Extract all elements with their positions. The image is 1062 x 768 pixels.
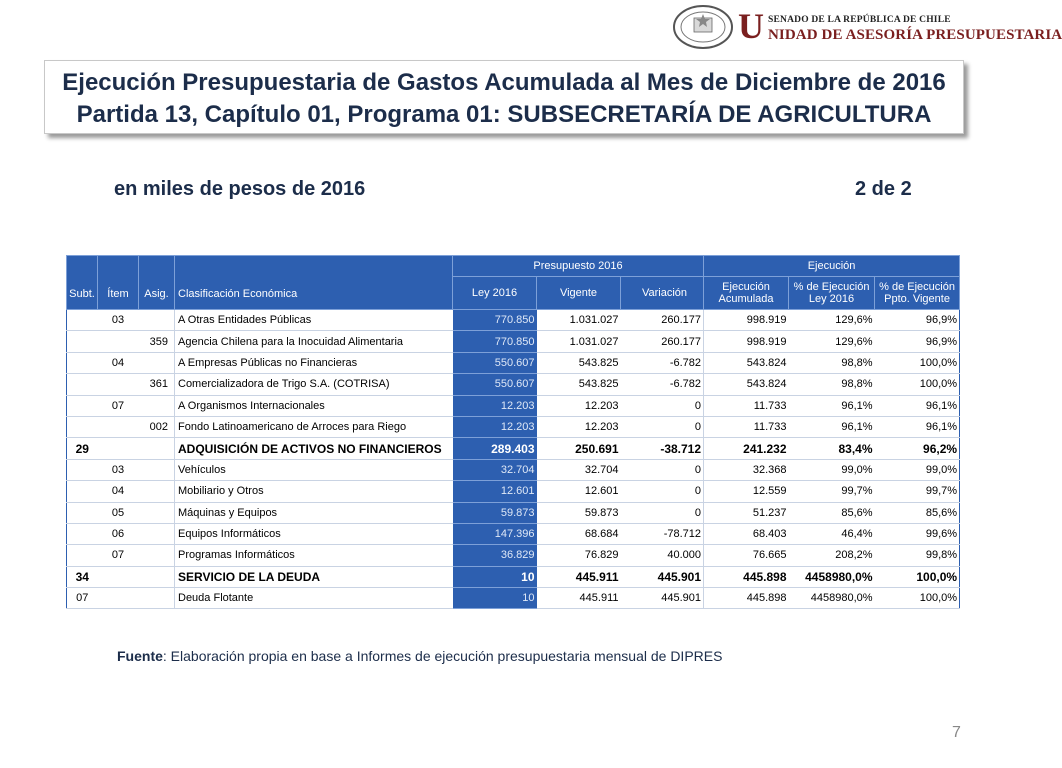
page-of-indicator: 2 de 2 [855, 178, 912, 200]
header-pct-ley [789, 277, 875, 310]
cell-pct-vig: 96,1% [875, 416, 960, 437]
table-row [67, 310, 960, 331]
table-row [67, 374, 960, 395]
logo-line-2: NIDAD DE ASESORÍA PRESUPUESTARIA [768, 27, 1062, 43]
cell-cls: A Organismos Internacionales [175, 395, 453, 416]
cell-ley: 32.704 [453, 459, 537, 480]
cell-asig [139, 502, 175, 523]
cell-vigente: 32.704 [537, 459, 621, 480]
cell-variacion: -38.712 [621, 438, 704, 459]
cell-cls: Vehículos [175, 459, 453, 480]
cell-vigente: 12.601 [537, 481, 621, 502]
cell-pct-vig: 100,0% [875, 588, 960, 609]
cell-cls: Programas Informáticos [175, 545, 453, 566]
cell-asig [139, 545, 175, 566]
table-row [67, 588, 960, 609]
cell-variacion: 260.177 [621, 331, 704, 352]
header-pct-vigente-l1: % de Ejecución [879, 281, 955, 293]
cell-variacion: 445.901 [621, 566, 704, 587]
header-ley: Ley 2016 [453, 277, 537, 310]
cell-subt [67, 545, 98, 566]
page-number: 7 [952, 724, 961, 741]
cell-pct-ley: 96,1% [789, 416, 875, 437]
cell-pct-vig: 99,7% [875, 481, 960, 502]
header-vigente: Vigente [537, 277, 621, 310]
cell-pct-vig: 85,6% [875, 502, 960, 523]
cell-ley: 36.829 [453, 545, 537, 566]
cell-subt [67, 523, 98, 544]
table-row [67, 545, 960, 566]
cell-cls: Mobiliario y Otros [175, 481, 453, 502]
cell-subt [67, 310, 98, 331]
table-row [67, 331, 960, 352]
cell-ley: 770.850 [453, 331, 537, 352]
table-row [67, 438, 960, 459]
cell-subt: 29 [67, 438, 98, 459]
cell-ejec: 68.403 [704, 523, 789, 544]
header-group-presupuesto: Presupuesto 2016 [453, 256, 704, 277]
cell-pct-vig: 99,8% [875, 545, 960, 566]
cell-asig [139, 438, 175, 459]
cell-subt [67, 481, 98, 502]
header-ejecucion-acumulada-l1: Ejecución [722, 281, 770, 293]
header-item: Ítem [98, 256, 139, 310]
cell-subt [67, 352, 98, 373]
cell-item [98, 374, 139, 395]
cell-subt [67, 416, 98, 437]
header-subt: Subt. [67, 256, 98, 310]
cell-vigente: 445.911 [537, 588, 621, 609]
cell-cls: Equipos Informáticos [175, 523, 453, 544]
cell-vigente: 12.203 [537, 416, 621, 437]
cell-ley: 10 [453, 588, 537, 609]
cell-asig [139, 310, 175, 331]
table-row [67, 523, 960, 544]
cell-item [98, 588, 139, 609]
senate-seal-icon [672, 4, 734, 50]
cell-variacion: 260.177 [621, 310, 704, 331]
cell-pct-vig: 100,0% [875, 352, 960, 373]
cell-variacion: 0 [621, 459, 704, 480]
budget-table-body [67, 310, 960, 609]
cell-pct-ley: 85,6% [789, 502, 875, 523]
cell-vigente: 250.691 [537, 438, 621, 459]
cell-pct-vig: 99,6% [875, 523, 960, 544]
header-variacion: Variación [621, 277, 704, 310]
cell-pct-ley: 46,4% [789, 523, 875, 544]
cell-item: 03 [98, 459, 139, 480]
senate-logo [672, 4, 1062, 52]
cell-cls: A Otras Entidades Públicas [175, 310, 453, 331]
cell-variacion: 0 [621, 395, 704, 416]
cell-pct-ley: 99,0% [789, 459, 875, 480]
cell-vigente: 59.873 [537, 502, 621, 523]
cell-vigente: 543.825 [537, 352, 621, 373]
cell-pct-ley: 129,6% [789, 310, 875, 331]
cell-subt [67, 459, 98, 480]
cell-ley: 147.396 [453, 523, 537, 544]
cell-ejec: 241.232 [704, 438, 789, 459]
cell-pct-vig: 100,0% [875, 566, 960, 587]
cell-vigente: 445.911 [537, 566, 621, 587]
cell-cls: ADQUISICIÓN DE ACTIVOS NO FINANCIEROS [175, 438, 453, 459]
page-title-line-1: Ejecución Presupuestaria de Gastos Acumulada al Mes de Diciembre de 2016 [62, 69, 946, 96]
cell-ejec: 76.665 [704, 545, 789, 566]
units-subtitle: en miles de pesos de 2016 [114, 178, 366, 200]
title-box [44, 60, 964, 134]
cell-vigente: 543.825 [537, 374, 621, 395]
cell-variacion: 0 [621, 416, 704, 437]
cell-asig [139, 395, 175, 416]
cell-cls: Deuda Flotante [175, 588, 453, 609]
cell-variacion: 0 [621, 481, 704, 502]
cell-item: 04 [98, 481, 139, 502]
header-pct-ley-l2: Ley 2016 [808, 293, 855, 305]
budget-table [66, 255, 960, 609]
cell-asig [139, 588, 175, 609]
header-pct-vigente-l2: Ppto. Vigente [884, 293, 950, 305]
logo-line-1: SENADO DE LA REPÚBLICA DE CHILE [768, 15, 951, 25]
table-row [67, 481, 960, 502]
cell-subt: 07 [67, 588, 98, 609]
cell-variacion: -78.712 [621, 523, 704, 544]
cell-vigente: 12.203 [537, 395, 621, 416]
cell-ley: 59.873 [453, 502, 537, 523]
header-pct-vigente [875, 277, 960, 310]
cell-subt [67, 502, 98, 523]
cell-item: 05 [98, 502, 139, 523]
table-row [67, 352, 960, 373]
page-title-line-2: Partida 13, Capítulo 01, Programa 01: SUBSECRETARÍA DE AGRICULTURA [76, 101, 932, 128]
cell-vigente: 1.031.027 [537, 331, 621, 352]
cell-asig [139, 459, 175, 480]
cell-pct-vig: 100,0% [875, 374, 960, 395]
cell-pct-ley: 208,2% [789, 545, 875, 566]
cell-cls: Agencia Chilena para la Inocuidad Alimentaria [175, 331, 453, 352]
cell-pct-ley: 98,8% [789, 352, 875, 373]
cell-ejec: 11.733 [704, 395, 789, 416]
cell-item: 03 [98, 310, 139, 331]
cell-pct-vig: 96,9% [875, 331, 960, 352]
cell-ley: 550.607 [453, 374, 537, 395]
cell-cls: SERVICIO DE LA DEUDA [175, 566, 453, 587]
cell-ejec: 543.824 [704, 374, 789, 395]
cell-pct-ley: 98,8% [789, 374, 875, 395]
source-label: Fuente [117, 648, 163, 664]
cell-pct-vig: 96,2% [875, 438, 960, 459]
cell-item [98, 566, 139, 587]
cell-variacion: 0 [621, 502, 704, 523]
cell-ley: 12.601 [453, 481, 537, 502]
cell-asig [139, 481, 175, 502]
header-pct-ley-l1: % de Ejecución [793, 281, 870, 293]
cell-asig: 359 [139, 331, 175, 352]
cell-ejec: 998.919 [704, 331, 789, 352]
cell-ley: 770.850 [453, 310, 537, 331]
cell-pct-ley: 4458980,0% [789, 566, 875, 587]
logo-big-letter: U [738, 6, 764, 46]
header-ejecucion-acumulada [704, 277, 789, 310]
cell-variacion: 445.901 [621, 588, 704, 609]
cell-subt [67, 331, 98, 352]
cell-ejec: 445.898 [704, 566, 789, 587]
table-row [67, 416, 960, 437]
cell-vigente: 1.031.027 [537, 310, 621, 331]
header-group-ejecucion: Ejecución [704, 256, 960, 277]
cell-pct-ley: 83,4% [789, 438, 875, 459]
cell-ley: 10 [453, 566, 537, 587]
source-text: : Elaboración propia en base a Informes de ejecución presupuestaria mensual de DIPRES [162, 648, 723, 664]
cell-vigente: 76.829 [537, 545, 621, 566]
header-clasificacion: Clasificación Económica [175, 256, 453, 310]
table-row [67, 566, 960, 587]
cell-ejec: 51.237 [704, 502, 789, 523]
cell-cls: Fondo Latinoamericano de Arroces para Riego [175, 416, 453, 437]
cell-pct-ley: 99,7% [789, 481, 875, 502]
cell-ley: 12.203 [453, 416, 537, 437]
cell-ejec: 12.559 [704, 481, 789, 502]
cell-ejec: 445.898 [704, 588, 789, 609]
cell-asig [139, 566, 175, 587]
cell-asig: 361 [139, 374, 175, 395]
cell-pct-vig: 99,0% [875, 459, 960, 480]
cell-subt [67, 374, 98, 395]
cell-pct-vig: 96,9% [875, 310, 960, 331]
cell-item [98, 416, 139, 437]
cell-ley: 550.607 [453, 352, 537, 373]
cell-pct-ley: 4458980,0% [789, 588, 875, 609]
cell-item: 07 [98, 545, 139, 566]
cell-cls: Comercializadora de Trigo S.A. (COTRISA) [175, 374, 453, 395]
cell-pct-ley: 96,1% [789, 395, 875, 416]
cell-variacion: 40.000 [621, 545, 704, 566]
cell-ejec: 32.368 [704, 459, 789, 480]
cell-cls: A Empresas Públicas no Financieras [175, 352, 453, 373]
table-row [67, 502, 960, 523]
cell-vigente: 68.684 [537, 523, 621, 544]
table-row [67, 459, 960, 480]
cell-cls: Máquinas y Equipos [175, 502, 453, 523]
cell-ejec: 11.733 [704, 416, 789, 437]
cell-variacion: -6.782 [621, 352, 704, 373]
header-asig: Asig. [139, 256, 175, 310]
source-note [117, 648, 722, 664]
cell-item: 07 [98, 395, 139, 416]
table-row [67, 395, 960, 416]
cell-asig [139, 523, 175, 544]
cell-ejec: 543.824 [704, 352, 789, 373]
cell-ley: 289.403 [453, 438, 537, 459]
cell-asig: 002 [139, 416, 175, 437]
cell-item [98, 438, 139, 459]
cell-item: 04 [98, 352, 139, 373]
header-ejecucion-acumulada-l2: Acumulada [718, 293, 774, 305]
cell-pct-ley: 129,6% [789, 331, 875, 352]
cell-item [98, 331, 139, 352]
cell-variacion: -6.782 [621, 374, 704, 395]
cell-ejec: 998.919 [704, 310, 789, 331]
cell-subt: 34 [67, 566, 98, 587]
cell-subt [67, 395, 98, 416]
cell-item: 06 [98, 523, 139, 544]
cell-asig [139, 352, 175, 373]
cell-pct-vig: 96,1% [875, 395, 960, 416]
cell-ley: 12.203 [453, 395, 537, 416]
